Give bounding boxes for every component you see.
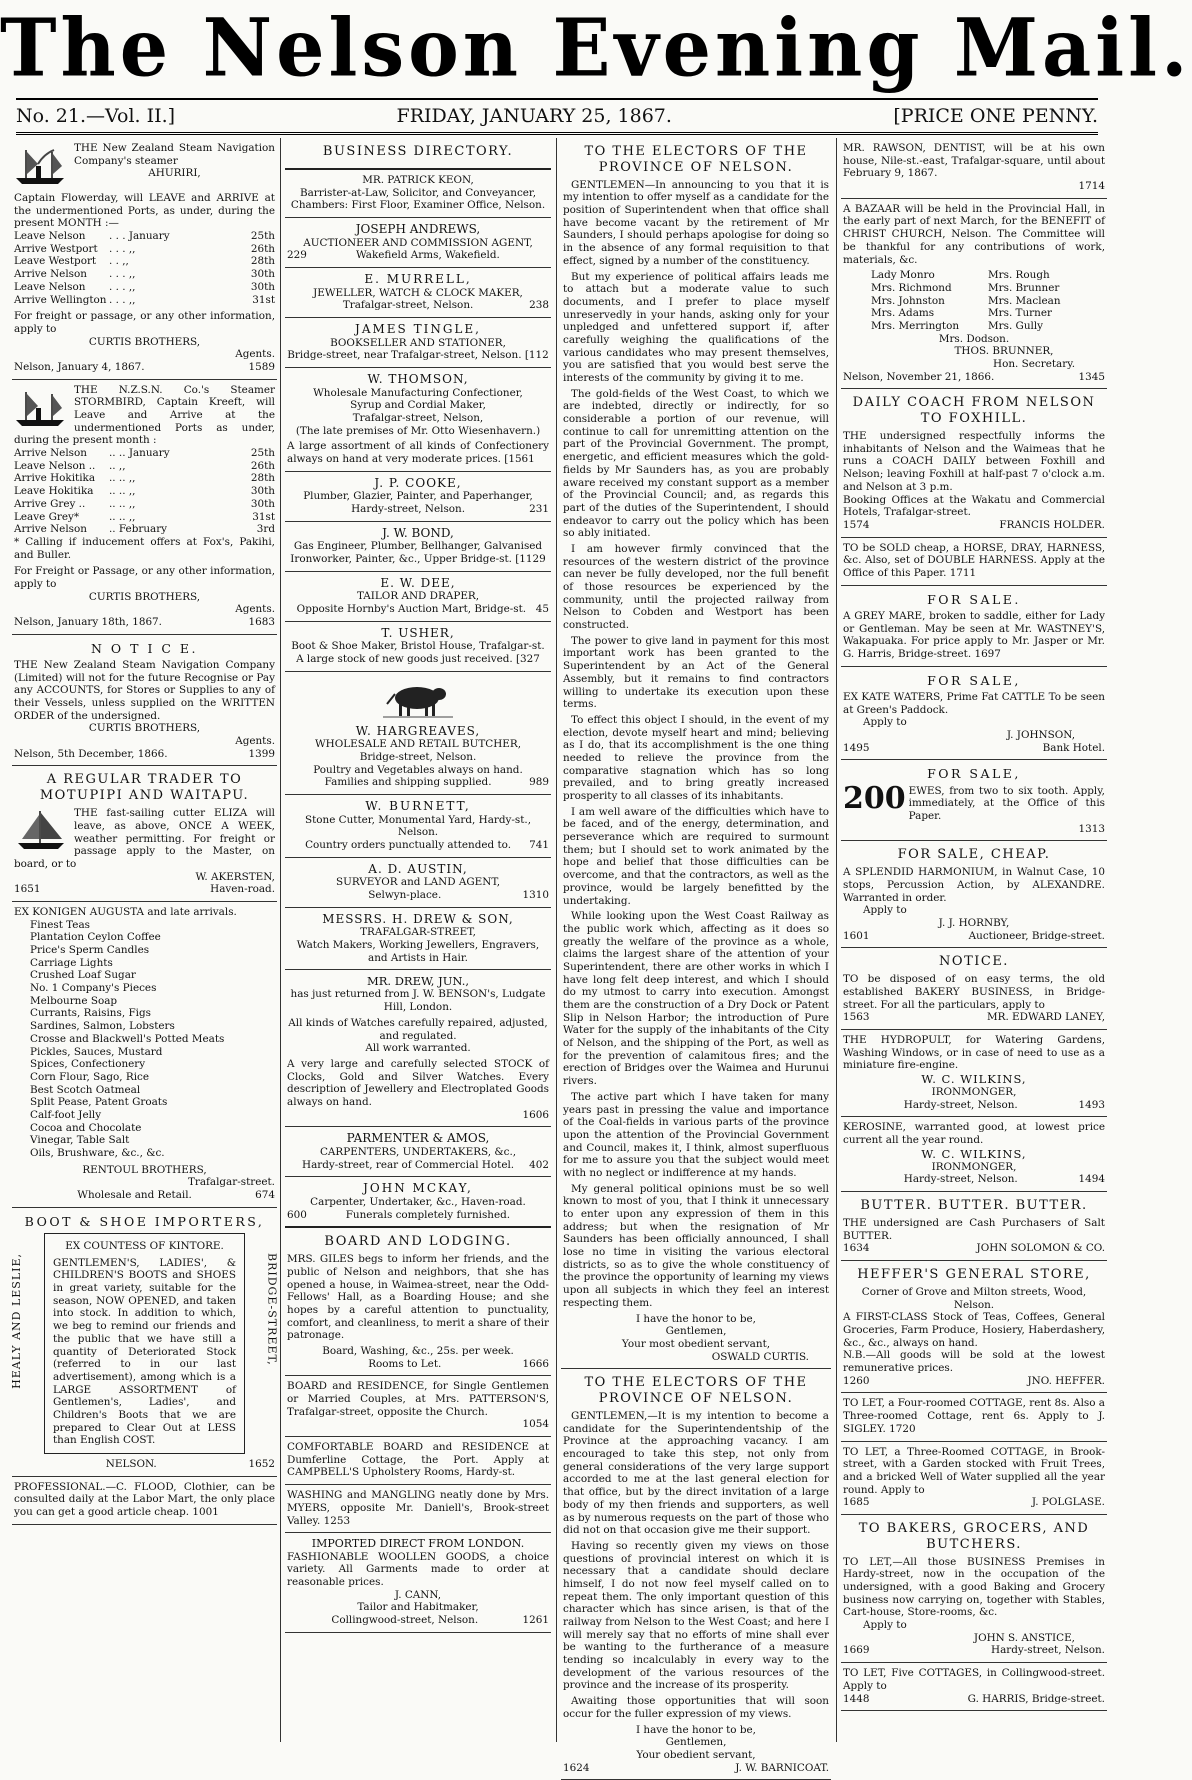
schedule-row: Leave Grey* .. .. ,, 31st: [14, 510, 275, 523]
goods-item: No. 1 Company's Pieces: [30, 982, 157, 995]
ad-notice-bakery: NOTICE. TO be disposed of on easy terms, the old established BAKERY BUSINESS, in Bridge-street. For all the particulars, apply to 1563 MR. EDWARD LANEY,: [841, 948, 1107, 1030]
ad-patterson: BOARD and RESIDENCE, for Single Gentlemen or Married Couples, at Mrs. PATTERSON'S, Trafalgar-street, opposite the Church. 1054: [285, 1376, 551, 1437]
ad-boot-shoe: BOOT & SHOE IMPORTERS, HEALY AND LESLIE, BRIDGE-STREET, EX COUNTESS OF KINTORE. GENTLEMEN'S, LADIES', & CHILDREN'S BOOTS and SHOES in great variety, suitable for the season, NOW OPENED, and taken into stock. In addition to which, we beg to remind our friends and the public that we have still a quantity of Deteriorated Stock (referred to in our last advertisement), among which is a LARGE ASSORTMENT of Gentlemen's, Ladies', and Children's Boots that we are prepared to Clear Out at LESS than English COST. NELSON. 1652: [12, 1208, 277, 1477]
ad-drew-jun: MR. DREW, JUN., has just returned from J. W. BENSON's, Ludgate Hill, London. All kinds of Watches carefully repaired, adjusted, and regulated. All work warranted. A very large and carefully selected STOCK of Clocks, Gold and Silver Watches. Every description of Jewellery and Electroplated Goods always on hand. 1606: [285, 970, 551, 1127]
paragraph: My general political opinions must be so well known to most of you, that I think it unnecessary to enter upon any expression of them in this address; but when the resignation of Mr Saunders has been officially announced, I shall lose no time in visiting the various electoral districts, so as to give the whole constituency of the province the opportunity of learning my views upon all subjects in which they feel an interest respecting them.: [563, 1182, 829, 1309]
goods-item: Price's Sperm Candles: [30, 944, 150, 957]
goods-item: Calf-foot Jelly: [30, 1108, 102, 1121]
goods-item: Sardines, Salmon, Lobsters: [30, 1020, 175, 1033]
goods-list: [14, 919, 275, 1160]
goods-item: Crosse and Blackwell's Potted Meats: [30, 1032, 225, 1045]
ad-dee: E. W. DEE, TAILOR AND DRAPER, Opposite Hornby's Auction Mart, Bridge-st. 45: [285, 572, 551, 622]
goods-item: Vinegar, Table Salt: [30, 1134, 130, 1147]
dateline: [16, 98, 1098, 135]
ad-austin: A. D. AUSTIN, SURVEYOR and LAND AGENT, Selwyn-place. 1310: [285, 858, 551, 908]
ad-kerosine: KEROSINE, warranted good, at lowest price current all the year round. W. C. WILKINS, IRONMONGER, Hardy-street, Nelson. 1494: [841, 1117, 1107, 1192]
paragraph: GENTLEMEN,—It is my intention to become a candidate for the Superintendentship of the Province at the approaching vacancy. I am encouraged to take this step, not only from general considerations of the very large support accorded to me at the last general election for that office, but by the direct invitation of a large body of my then friends and supporters, as well as by numerous requests on the part of those who did not on that occasion give me their support.: [563, 1410, 829, 1537]
bullock-icon: [383, 680, 453, 720]
schedule-row: Arrive Hokitika .. .. ,, 28th: [14, 472, 275, 485]
ad-board-lodging: BOARD AND LODGING. MRS. GILES begs to inform her friends, and the public of Nelson and neighbors, that she has opened a house, in Waimea-street, near the Odd-Fellows' Hall, as a Boarding House; and she hopes by a careful attention to punctuality, comfort, and cleanliness, to merit a share of their patronage. Board, Washing, &c., 25s. per week. Rooms to Let. 1666: [285, 1228, 551, 1376]
address-body: [563, 1410, 829, 1721]
ahuriri-schedule: [14, 230, 275, 306]
column-3: [561, 138, 831, 1774]
goods-item: Melbourne Soap: [30, 994, 118, 1007]
goods-item: Corn Flour, Sago, Rice: [30, 1070, 150, 1083]
ad-ahuriri: THE New Zealand Steam Navigation Company's steamer AHURIRI, Captain Flowerday, will LEAVE and ARRIVE at the undermentioned Ports, as under, during the present MONTH :— Leave Nelson . . . January 25th Arrive Westport . . . ,, 26th Leave Westport . . ,, 28th Arrive Nelson . . . ,, 30th Leave Nelson . . . ,, 30th Arrive Wellington . . . ,, 31st For freight or passage, or any other information, apply to CURTIS BROTHERS, Agents. Nelson, January 4, 1867. 1589: [12, 138, 277, 380]
ad-parmenter: PARMENTER & AMOS, CARPENTERS, UNDERTAKERS, &c., Hardy-street, rear of Commercial Hotel. 402: [285, 1127, 551, 1177]
goods-item: Carriage Lights: [30, 956, 113, 969]
ad-myers: WASHING and MANGLING neatly done by Mrs. MYERS, opposite Mr. Daniell's, Brook-street Valley. 1253: [285, 1485, 551, 1533]
ad-murrell: E. MURRELL, JEWELLER, WATCH & CLOCK MAKER, Trafalgar-street, Nelson. 238: [285, 268, 551, 318]
ad-konigen-augusta: EX KONIGEN AUGUSTA and late arrivals. Finest Teas Plantation Ceylon Coffee Price's Sperm Candles Carriage Lights Crushed Loaf Sugar No. 1 Company's Pieces Melbourne Soap Currants, Raisins, Figs Sardines, Salmon, Lobsters Crosse and Blackwell's Potted Meats Pickles, Sauces, Mustard Spices, Confectionery Corn Flour, Sago, Rice Best Scotch Oatmeal Split Pease, Patent Groats Calf-foot Jelly Cocoa and Chocolate Vinegar, Table Salt Oils, Brushware, &c., &c. RENTOUL BROTHERS, Trafalgar-street. Wholesale and Retail. 674: [12, 902, 277, 1208]
ad-mckay: JOHN MCKAY, Carpenter, Undertaker, &c., Haven-road. 600 Funerals completely furnished.: [285, 1177, 551, 1228]
bridge-street-label: BRIDGE-STREET,: [266, 1253, 279, 1366]
goods-item: Finest Teas: [30, 918, 90, 931]
ad-bakers: TO BAKERS, GROCERS, AND BUTCHERS. TO LET,—All those BUSINESS Premises in Hardy-street, now in the occupation of the undersigned, with a good Baking and Grocery business now carrying on, together with Stables, Cart-house, Store-rooms, &c. Apply to JOHN S. ANSTICE, 1669 Hardy-street, Nelson.: [841, 1515, 1107, 1663]
ad-tingle: JAMES TINGLE, BOOKSELLER AND STATIONER, Bridge-street, near Trafalgar-street, Nelson. [112: [285, 318, 551, 368]
paragraph: The gold-fields of the West Coast, to which we are indebted, directly or indirectly, for so considerable a portion of our revenue, will continue to call for unremitting attention on the part of the Provincial Government. The prompt, energetic, and efficient measures which the gold-fields by Mr Saunders has, as you are probably aware received my constant support as a member of the Provincial Council; and, as regards this part of the duties of the Superintendent, I should endeavor to carry out the policy which has been so ably initiated.: [563, 387, 829, 540]
ad-sale-ewes: FOR SALE, 200 EWES, from two to six tooth. Apply, immediately, at the Office of this Paper. 1313: [841, 760, 1107, 841]
goods-item: Currants, Raisins, Figs: [30, 1007, 151, 1020]
schedule-row: Arrive Nelson . . . ,, 30th: [14, 268, 275, 281]
address-barnicoat: TO THE ELECTORS OF THE PROVINCE OF NELSON. GENTLEMEN,—It is my intention to become a candidate for the Superintendentship of the Province at the approaching vacancy. I am encouraged to take this step, not only from general considerations of the very large support accorded to me at the last general election for that office, but by the direct invitation of a large body of my then friends and supporters, as well as by numerous requests on the part of those who did not on that occasion give me their support. Having so recently given my views on those questions of provincial interest on which it is necessary that a candidate should declare himself, I do not now feel myself called on to repeat them. The only important question of this character which has since arisen, is that of the railway from Nelson to the West Coast; and here I will merely say that no efforts of mine shall ever be wanting to the furtherance of a measure tending so incalculably in every way to the development of the various resources of the province and the increase of its prosperity. Awaiting those opportunities that will soon occur for the fuller expression of my views. I have the honor to be, Gentlemen, Your obedient servant, 1624 J. W. BARNICOAT.: [561, 1369, 831, 1780]
ad-horse: TO be SOLD cheap, a HORSE, DRAY, HARNESS, &c. Also, set of DOUBLE HARNESS. Apply at the Office of this Paper. 1711: [841, 538, 1107, 586]
paragraph: Having so recently given my views on those questions of provincial interest on which it is necessary that a candidate should declare himself, I do not now feel myself called on to repeat them. The only important question of this character which has since arisen, is that of the railway from Nelson to the West Coast; and here I will merely say that no efforts of mine shall ever be wanting to the furtherance of a measure tending so incalculably in every way to the development of the various resources of the province and the increase of its prosperity.: [563, 1539, 829, 1692]
ad-hydropult: THE HYDROPULT, for Watering Gardens, Washing Windows, or in case of need to use as a miniature fire-engine. W. C. WILKINS, IRONMONGER, Hardy-street, Nelson. 1493: [841, 1030, 1107, 1117]
ad-thomson: W. THOMSON, Wholesale Manufacturing Confectioner, Syrup and Cordial Maker, Trafalgar-street, Nelson, (The late premises of Mr. Otto Wiesenhavern.) A large assortment of all kinds of Confectionery always on hand at very moderate prices. [1561: [285, 368, 551, 472]
boot-box: EX COUNTESS OF KINTORE. GENTLEMEN'S, LADIES', & CHILDREN'S BOOTS and SHOES in great variety, suitable for the season, NOW OPENED, and taken into stock. In addition to which, we beg to remind our friends and the public that we have still a quantity of Deteriorated Stock (referred to in our last advertisement), among which is a LARGE ASSORTMENT of Gentlemen's, Ladies', and Children's Boots that we are prepared to Clear Out at LESS than English COST.: [44, 1233, 245, 1454]
schedule-row: Arrive Nelson .. February 3rd: [14, 523, 275, 536]
paragraph: I am well aware of the difficulties which have to be faced, and of the energy, determination, and perseverance which are required to surmount them; but I should set to work animated by the hope and belief that those difficulties can be overcome, and that the contractors, as well as the province, would be largely benefitted by the undertaking.: [563, 805, 829, 907]
steamship-icon: [14, 386, 68, 432]
schedule-row: Leave Nelson . . . ,, 30th: [14, 280, 275, 293]
ad-regular-trader: A REGULAR TRADER TO MOTUPIPI AND WAITAPU. THE fast-sailing cutter ELIZA will leave, as above, ONCE A WEEK, weather permitting. For freight or passage apply to the Master, on board, or to W. AKERSTEN, 1651 Haven-road.: [12, 766, 277, 902]
goods-item: Cocoa and Chocolate: [30, 1121, 142, 1134]
ad-andrews: JOSEPH ANDREWS, AUCTIONEER AND COMMISSION AGENT, 229 Wakefield Arms, Wakefield.: [285, 218, 551, 268]
paragraph: Awaiting those opportunities that will soon occur for the fuller expression of my views.: [563, 1695, 829, 1720]
schedule-row: Leave Nelson .. .. ,, 26th: [14, 459, 275, 472]
goods-item: Spices, Confectionery: [30, 1058, 146, 1071]
ad-coach: DAILY COACH FROM NELSON TO FOXHILL. THE undersigned respectfully informs the inhabitants of Nelson and the Waimeas that he runs a COACH DAILY between Foxhill and Nelson; leaving Foxhill at half-past 7 o'clock a.m. and Nelson at 3 p.m. Booking Offices at the Wakatu and Commercial Hotels, Trafalgar-street. 1574 FRANCIS HOLDER.: [841, 389, 1107, 537]
column-4: [841, 138, 1107, 1742]
schedule-row: Arrive Nelson .. .. January 25th: [14, 447, 275, 460]
paragraph: The active part which I have taken for many years past in pressing the value and importance of the Coal-fields in various parts of the province upon the attention of the Provincial Government and Council, makes it, I think, almost superfluous for me to assure you that the subject would meet with no neglect or indifference at my hands.: [563, 1090, 829, 1179]
paragraph: But my experience of political affairs leads me to attach but a moderate value to such documents, and I prefer to place myself unreservedly in your hands, asking only for your unpledged and unfettered support if, after carefully weighing the qualifications of the various candidates who may present themselves, you are satisfied that you would best serve the interests of the community by giving it to me.: [563, 270, 829, 385]
ad-stormbird: THE N.Z.S.N. Co.'s Steamer STORMBIRD, Captain Kreeft, will Leave and Arrive at the undermentioned Ports as under, during the present month : Arrive Nelson .. .. January 25th Leave Nelson .. .. ,, 26th Arrive Hokitika .. .. ,, 28th Leave Hokitika .. .. ,, 30th Arrive Grey .. .. .. ,, 30th Leave Grey* .. .. ,, 31st Arrive Nelson .. February 3rd * Calling if inducement offers at Fox's, Pakihi, and Buller. For Freight or Passage, or any other information, apply to CURTIS BROTHERS, Agents. Nelson, January 18th, 1867. 1683: [12, 380, 277, 635]
cutter-icon: [14, 809, 68, 855]
ad-notice-nzsn: N O T I C E. THE New Zealand Steam Navigation Company (Limited) will not for the future Recognise or Pay any ACCOUNTS, for Stores or Supplies to any of their Vessels, unless supplied on the WRITTEN ORDER of the undersigned. CURTIS BROTHERS, Agents. Nelson, 5th December, 1866. 1399: [12, 635, 277, 767]
ad-harmonium: FOR SALE, CHEAP. A SPLENDID HARMONIUM, in Walnut Case, 10 stops, Percussion Action, by ALEXANDRE. Warranted in order. Apply to J. J. HORNBY, 1601 Auctioneer, Bridge-street.: [841, 841, 1107, 948]
ad-burnett: W. BURNETT, Stone Cutter, Monumental Yard, Hardy-st., Nelson. Country orders punctually attended to. 741: [285, 795, 551, 858]
goods-item: Crushed Loaf Sugar: [30, 969, 136, 982]
ad-bazaar: A BAZAAR will be held in the Provincial Hall, in the early part of next March, for the BENEFIT of CHRIST CHURCH, Nelson. The Committee will be thankful for any contributions of work, materials, &c. Lady Monro Mrs. Rough Mrs. Richmond Mrs. Brunner Mrs. Johnston Mrs. Maclean Mrs. Adams Mrs. Turner Mrs. Merrington Mrs. Gully Mrs. Dodson. THOS. BRUNNER, Hon. Secretary. Nelson, November 21, 1866. 1345: [841, 199, 1107, 390]
masthead-title: The Nelson Evening Mail.: [0, 0, 1192, 95]
ad-campbell: COMFORTABLE BOARD and RESIDENCE at Dumferline Cottage, the Port. Apply at CAMPBELL'S Upholstery Rooms, Hardy-st.: [285, 1437, 551, 1485]
ad-drew: MESSRS. H. DREW & SON, TRAFALGAR-STREET, Watch Makers, Working Jewellers, Engravers, and Artists in Hair.: [285, 908, 551, 971]
issue-number: No. 21.—Vol. II.]: [16, 105, 176, 127]
ad-bond: J. W. BOND, Gas Engineer, Plumber, Bellhanger, Galvanised Ironworker, Painter, &c., Upper Bridge-st. [1129: [285, 522, 551, 572]
healy-leslie-label: HEALY AND LESLIE,: [10, 1253, 23, 1389]
column-rule: [280, 138, 281, 1742]
address-oswald-curtis: TO THE ELECTORS OF THE PROVINCE OF NELSON. GENTLEMEN—In announcing to you that it is my intention to offer myself as a candidate for the position of Superintendent when that office shall have become vacant by the retirement of Mr Saunders, I should perhaps apologise for doing so in the absence of any formal requisition to that effect, signed by a number of the constituency. But my experience of political affairs leads me to attach but a moderate value to such documents, and I prefer to place myself unreservedly in your hands, asking only for your unpledged and unfettered support if, after carefully weighing the qualifications of the various candidates who may present themselves, you are satisfied that you would best serve the interests of the community by giving it to me. The gold-fields of the West Coast, to which we are indebted, directly or indirectly, for so considerable a portion of our revenue, will continue to call for unremitting attention on the part of the Provincial Government. The prompt, energetic, and efficient measures which the gold-fields by Mr Saunders has, as you are probably aware received my constant support as a member of the Provincial Council; and, as regards this part of the duties of the Superintendent, I should endeavor to carry out the policy which has been so ably initiated. I am however firmly convinced that the resources of the western district of the province can never be fully developed, nor the full benefit of those resources be experienced by the community, until the projected railway from Nelson to Cobden and Westport has been constructed. The power to give land in payment for this most important work has been granted to the Superintendent by an Act of the General Assembly, but it remains to find contractors willing to undertake its execution upon these terms. To effect this object I should, in the event of my election, devote myself heart and mind; believing as I do, that its accomplishment is the one thing needed to relieve the province from the comparative stagnation which has so long prevailed, and to bring greatly increased prosperity to all classes of its inhabitants. I am well aware of the difficulties which have to be faced, and of the energy, determination, and perseverance which are required to surmount them; but I should set to work animated by the hope and belief that those difficulties can be overcome, and that the contractors, as well as the province, would be largely benefitted by the undertaking. While looking upon the West Coast Railway as the public work which, affecting as it does so greatly the welfare of the province as a whole, claims the largest share of the attention of your Superintendent, there are other works in which I have long felt deep interest, and which I should do my utmost to carry into execution. Amongst them are the construction of a Dry Dock or Patent Slip in Nelson Harbor; the introduction of Pure Water for the supply of the inhabitants of the City of Nelson, and the shipping of the Port, as well as for the prevention of calamitous fires; and the erection of Bridges over the Waimea and Hurunui rivers. The active part which I have taken for many years past in pressing the value and importance of the Coal-fields in various parts of the province upon the attention of the Provincial Government and Council, makes it, I think, almost superfluous for me to assure you that the subject would meet with no neglect or indifference at my hands. My general political opinions must be so well known to most of you, that I think it unnecessary to enter upon any expression of them in this address; but when the resignation of Mr Saunders has been officially announced, I shall lose no time in visiting the various electoral districts, so as to give the whole constituency of the province the opportunity of learning my views upon all subjects in which they feel an interest respecting them. I have the honor to be, Gentlemen, Your most obedient servant, OSWALD CURTIS.: [561, 138, 831, 1369]
ad-cann: IMPORTED DIRECT FROM LONDON. FASHIONABLE WOOLLEN GOODS, a choice variety. All Garments made to order at reasonable prices. J. CANN, Tailor and Habitmaker, Collingwood-street, Nelson. 1261: [285, 1533, 551, 1633]
ad-keon: MR. PATRICK KEON, Barrister-at-Law, Solicitor, and Conveyancer, Chambers: First Floor, Examiner Office, Nelson.: [285, 170, 551, 218]
ad-professional: PROFESSIONAL.—C. FLOOD, Clothier, can be consulted daily at the Labor Mart, the only place you can get a good article cheap. 1001: [12, 1477, 277, 1525]
ad-hargreaves: W. HARGREAVES, WHOLESALE AND RETAIL BUTCHER, Bridge-street, Nelson. Poultry and Vegetables always on hand. Families and shipping supplied. 989: [285, 672, 551, 795]
ad-cooke: J. P. COOKE, Plumber, Glazier, Painter, and Paperhanger, Hardy-street, Nelson. 231: [285, 472, 551, 522]
goods-item: Pickles, Sauces, Mustard: [30, 1045, 163, 1058]
paragraph: To effect this object I should, in the event of my election, devote myself heart and mind; believing as I do, that its accomplishment is the one thing needed to relieve the province from the comparative stagnation which has so long prevailed, and to bring greatly increased prosperity to all classes of its inhabitants.: [563, 713, 829, 803]
ad-butter: BUTTER. BUTTER. BUTTER. THE undersigned are Cash Purchasers of Salt BUTTER. 1634 JOHN SOLOMON & CO.: [841, 1192, 1107, 1261]
issue-price: [PRICE ONE PENNY.: [893, 105, 1098, 127]
ad-usher: T. USHER, Boot & Shoe Maker, Bristol House, Trafalgar-st. A large stock of new goods just received. [327: [285, 622, 551, 672]
column-rule: [556, 138, 557, 1742]
business-directory-heading: BUSINESS DIRECTORY.: [285, 138, 551, 170]
column-1: [12, 138, 277, 1742]
paragraph: While looking upon the West Coast Railway as the public work which, affecting as it does so greatly the welfare of the province as a whole, claims the largest share of the attention of your Superintendent, there are other works in which I have long felt deep interest, and which I should do my utmost to carry into execution. Amongst them are the construction of a Dry Dock or Patent Slip in Nelson Harbor; the introduction of Pure Water for the supply of the inhabitants of the City of Nelson, and the shipping of the Port, as well as for the prevention of calamitous fires; and the erection of Bridges over the Waimea and Hurunui rivers.: [563, 910, 829, 1088]
schedule-row: Arrive Wellington . . . ,, 31st: [14, 293, 275, 306]
paragraph: GENTLEMEN—In announcing to you that it is my intention to offer myself as a candidate for the position of Superintendent when that office shall have become vacant by the retirement of Mr Saunders, I should perhaps apologise for doing so in the absence of any formal requisition to that effect, signed by a number of the constituency.: [563, 178, 829, 267]
schedule-row: Leave Nelson . . . January 25th: [14, 230, 275, 243]
stormbird-schedule: [14, 447, 275, 536]
paragraph: I am however firmly convinced that the resources of the western district of the province can never be fully developed, nor the full benefit of those resources be experienced by the community, until the projected railway from Nelson to Cobden and Westport has been constructed.: [563, 542, 829, 632]
ad-sale-mare: FOR SALE. A GREY MARE, broken to saddle, either for Lady or Gentleman. May be seen at Mr. WASTNEY'S, Wakapuaka. For price apply to Mr. Jasper or Mr. G. Harris, Bridge-street. 1697: [841, 586, 1107, 667]
goods-item: Best Scotch Oatmeal: [30, 1083, 141, 1096]
address-body: [563, 179, 829, 1310]
schedule-row: Arrive Westport . . . ,, 26th: [14, 242, 275, 255]
paragraph: The power to give land in payment for this most important work has been granted to the Superintendent by an Act of the General Assembly, but it remains to find contractors willing to undertake its execution upon these terms.: [563, 634, 829, 711]
schedule-row: Leave Westport . . ,, 28th: [14, 255, 275, 268]
ad-rawson: MR. RAWSON, DENTIST, will be at his own house, Nile-st.-east, Trafalgar-square, until about February 9, 1867. 1714: [841, 138, 1107, 199]
ad-sigley: TO LET, a Four-roomed COTTAGE, rent 8s. Also a Three-roomed Cottage, rent 6s. Apply to J. SIGLEY. 1720: [841, 1393, 1107, 1441]
ad-sale-cattle: FOR SALE, EX KATE WATERS, Prime Fat CATTLE To be seen at Green's Paddock. Apply to J. JOHNSON, 1495 Bank Hotel.: [841, 667, 1107, 761]
ad-polglase: TO LET, a Three-Roomed COTTAGE, in Brook-street, with a Garden stocked with Fruit Trees, and a bricked Well of Water supplied all the year round. Apply to 1685 J. POLGLASE.: [841, 1442, 1107, 1515]
schedule-row: Leave Hokitika .. .. ,, 30th: [14, 485, 275, 498]
column-2: [285, 138, 551, 1742]
goods-item: Oils, Brushware, &c., &c.: [30, 1147, 165, 1160]
issue-date: FRIDAY, JANUARY 25, 1867.: [396, 105, 672, 127]
goods-item: Split Pease, Patent Groats: [30, 1096, 168, 1109]
column-rule: [836, 138, 837, 1742]
schedule-row: Arrive Grey .. .. .. ,, 30th: [14, 497, 275, 510]
ad-harris: TO LET, Five COTTAGES, in Collingwood-street. Apply to 1448 G. HARRIS, Bridge-street.: [841, 1663, 1107, 1711]
goods-item: Plantation Ceylon Coffee: [30, 931, 161, 944]
ad-heffer: HEFFER'S GENERAL STORE, Corner of Grove and Milton streets, Wood, Nelson. A FIRST-CLASS Stock of Teas, Coffees, General Groceries, Farm Produce, Hosiery, Haberdashery, &c., &c., always on hand. N.B.—All goods will be sold at the lowest remunerative prices. 1260 JNO. HEFFER.: [841, 1261, 1107, 1393]
steamship-icon: [14, 144, 68, 190]
